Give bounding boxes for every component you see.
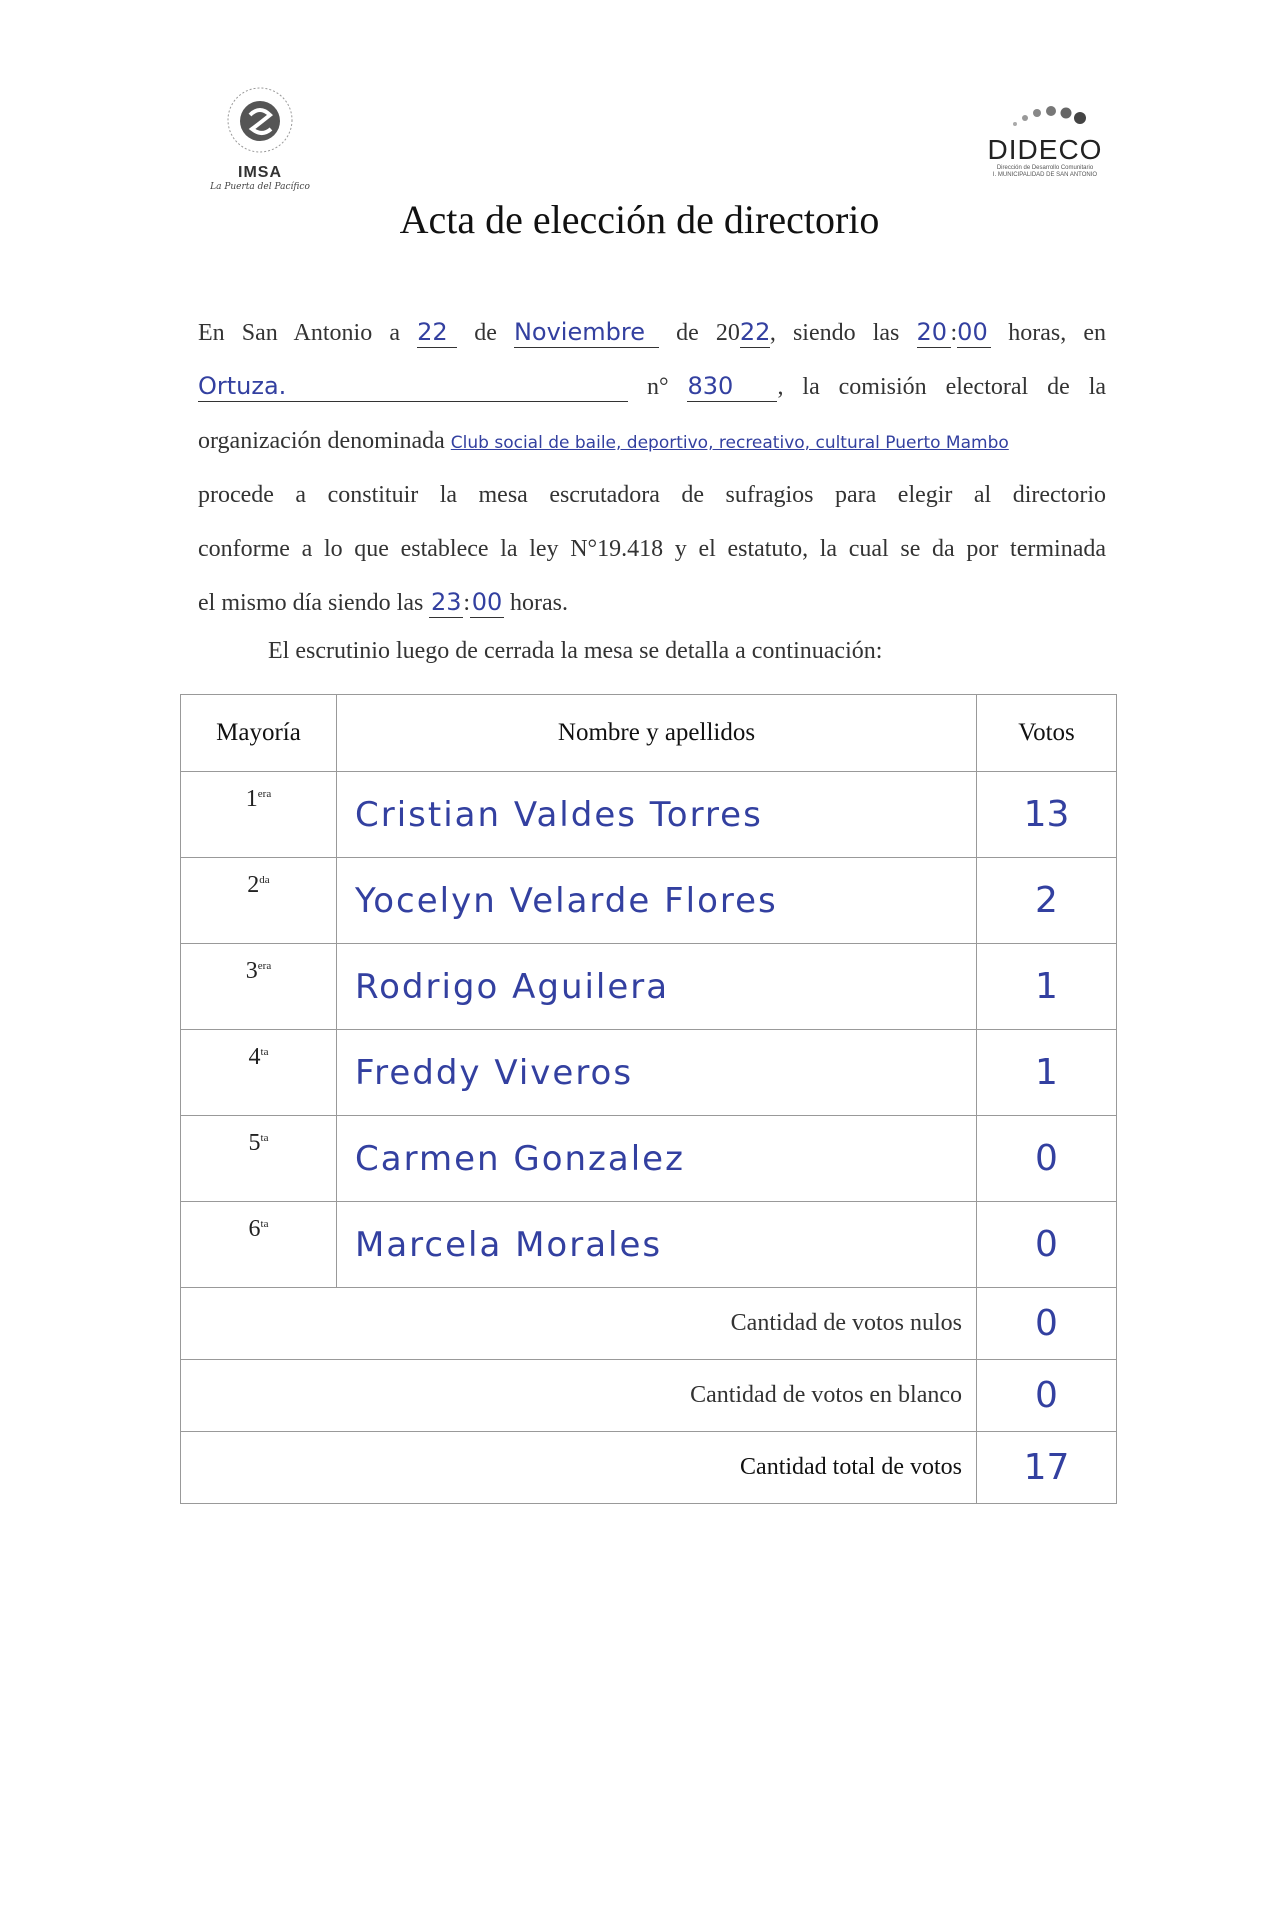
intro-text: En San Antonio a	[198, 320, 400, 346]
total-votes-row	[181, 1432, 1117, 1504]
rank-cell	[181, 1116, 337, 1202]
table-row	[181, 772, 1117, 858]
rank-cell	[181, 944, 337, 1030]
rank-number: 3	[245, 958, 258, 984]
rank-number: 1	[245, 786, 258, 812]
year-label	[676, 320, 899, 346]
header-name: Nombre y apellidos	[337, 695, 977, 772]
dideco-logo-sub2: I. MUNICIPALIDAD DE SAN ANTONIO	[992, 172, 1098, 178]
dideco-logo	[975, 100, 1115, 179]
rank-cell	[181, 1202, 337, 1288]
end-minute-field: 00	[471, 588, 503, 616]
intro-line-4: procede a constituir la mesa escrutadora de sufragios para elegir al directorio	[198, 482, 1106, 508]
blank-votes-label: Cantidad de votos en blanco	[181, 1360, 977, 1432]
rank-number: 6	[248, 1216, 261, 1242]
rank-cell	[181, 858, 337, 944]
scrutiny-intro: El escrutinio luego de cerrada la mesa se detalla a continuación:	[268, 638, 883, 664]
rank-suffix: ta	[260, 1132, 269, 1144]
candidate-votes: 2	[977, 858, 1117, 944]
time-separator: :	[950, 320, 958, 346]
candidate-votes: 0	[977, 1202, 1117, 1288]
rank-cell	[181, 1030, 337, 1116]
intro-text: horas.	[509, 590, 568, 616]
blank-votes-value: 0	[977, 1360, 1117, 1432]
intro-line-2	[198, 360, 1106, 414]
dideco-logo-name: DIDECO	[987, 134, 1103, 165]
table-row	[181, 944, 1117, 1030]
end-time	[429, 590, 504, 616]
blank-votes-row	[181, 1360, 1117, 1432]
start-time	[917, 320, 992, 346]
intro-text: n°	[646, 374, 669, 400]
imsa-logo-name: IMSA	[238, 164, 282, 181]
rank-number: 4	[248, 1044, 261, 1070]
header-rank: Mayoría	[181, 695, 337, 772]
intro-text: de 20	[676, 320, 740, 346]
table-row	[181, 858, 1117, 944]
imsa-seal-icon	[205, 85, 315, 155]
candidate-name: Marcela Morales	[337, 1202, 977, 1288]
candidate-votes: 0	[977, 1116, 1117, 1202]
candidate-votes: 13	[977, 772, 1117, 858]
page-title: Acta de elección de directorio	[399, 197, 880, 242]
intro-text: organización denominada	[198, 428, 445, 454]
candidate-votes: 1	[977, 944, 1117, 1030]
rank-number: 2	[247, 872, 260, 898]
rank-number: 5	[248, 1130, 261, 1156]
intro-text: de	[474, 320, 497, 346]
end-hour-field: 23	[431, 588, 462, 616]
rank-suffix: ta	[260, 1046, 269, 1058]
rank-suffix: era	[257, 788, 272, 800]
rank-suffix: ta	[260, 1218, 269, 1230]
intro-line-1	[198, 306, 1106, 360]
intro-line-5: conforme a lo que establece la ley N°19.418 y el estatuto, la cual se da por terminada	[198, 536, 1106, 562]
organization-field: Club social de baile, deportivo, recreativo, cultural Puerto Mambo	[450, 433, 1009, 453]
intro-text: , siendo las	[769, 320, 900, 346]
rank-cell	[181, 772, 337, 858]
null-votes-row	[181, 1288, 1117, 1360]
candidate-name: Cristian Valdes Torres	[337, 772, 977, 858]
rank-suffix: era	[257, 960, 272, 972]
start-hour-field: 20	[917, 317, 951, 348]
total-votes-label: Cantidad total de votos	[181, 1432, 977, 1504]
intro-paragraph	[198, 306, 1106, 630]
rank-suffix: da	[259, 874, 270, 886]
month-field: Noviembre	[514, 317, 659, 348]
header-votes: Votos	[977, 695, 1117, 772]
year-field: 22	[739, 318, 771, 346]
results-table	[180, 694, 1116, 1504]
intro-line-6	[198, 576, 1106, 630]
candidate-name: Freddy Viveros	[337, 1030, 977, 1116]
table-header-row	[181, 695, 1117, 772]
candidate-votes: 1	[977, 1030, 1117, 1116]
intro-text: el mismo día siendo las	[198, 590, 424, 616]
intro-text: horas, en	[1008, 320, 1107, 346]
table-row	[181, 1116, 1117, 1202]
dideco-logo-sub1: Dirección de Desarrollo Comunitario	[996, 165, 1094, 171]
candidate-name: Yocelyn Velarde Flores	[337, 858, 977, 944]
day-field: 22	[417, 317, 457, 348]
null-votes-label: Cantidad de votos nulos	[181, 1288, 977, 1360]
null-votes-value: 0	[977, 1288, 1117, 1360]
street-field: Ortuza.	[198, 371, 628, 402]
number-field: 830	[687, 371, 777, 402]
intro-text: , la comisión electoral de la	[777, 374, 1107, 400]
start-minute-field: 00	[957, 317, 991, 348]
table-row	[181, 1030, 1117, 1116]
total-votes-value: 17	[977, 1432, 1117, 1504]
imsa-logo-tagline: La Puerta del Pacífico	[210, 182, 310, 192]
candidate-name: Carmen Gonzalez	[337, 1116, 977, 1202]
candidate-name: Rodrigo Aguilera	[337, 944, 977, 1030]
time-separator: :	[463, 590, 470, 616]
intro-line-3	[198, 414, 1106, 468]
number-group	[687, 374, 1106, 400]
table-row	[181, 1202, 1117, 1288]
dideco-dots-icon	[975, 100, 1115, 130]
imsa-logo	[195, 85, 325, 192]
